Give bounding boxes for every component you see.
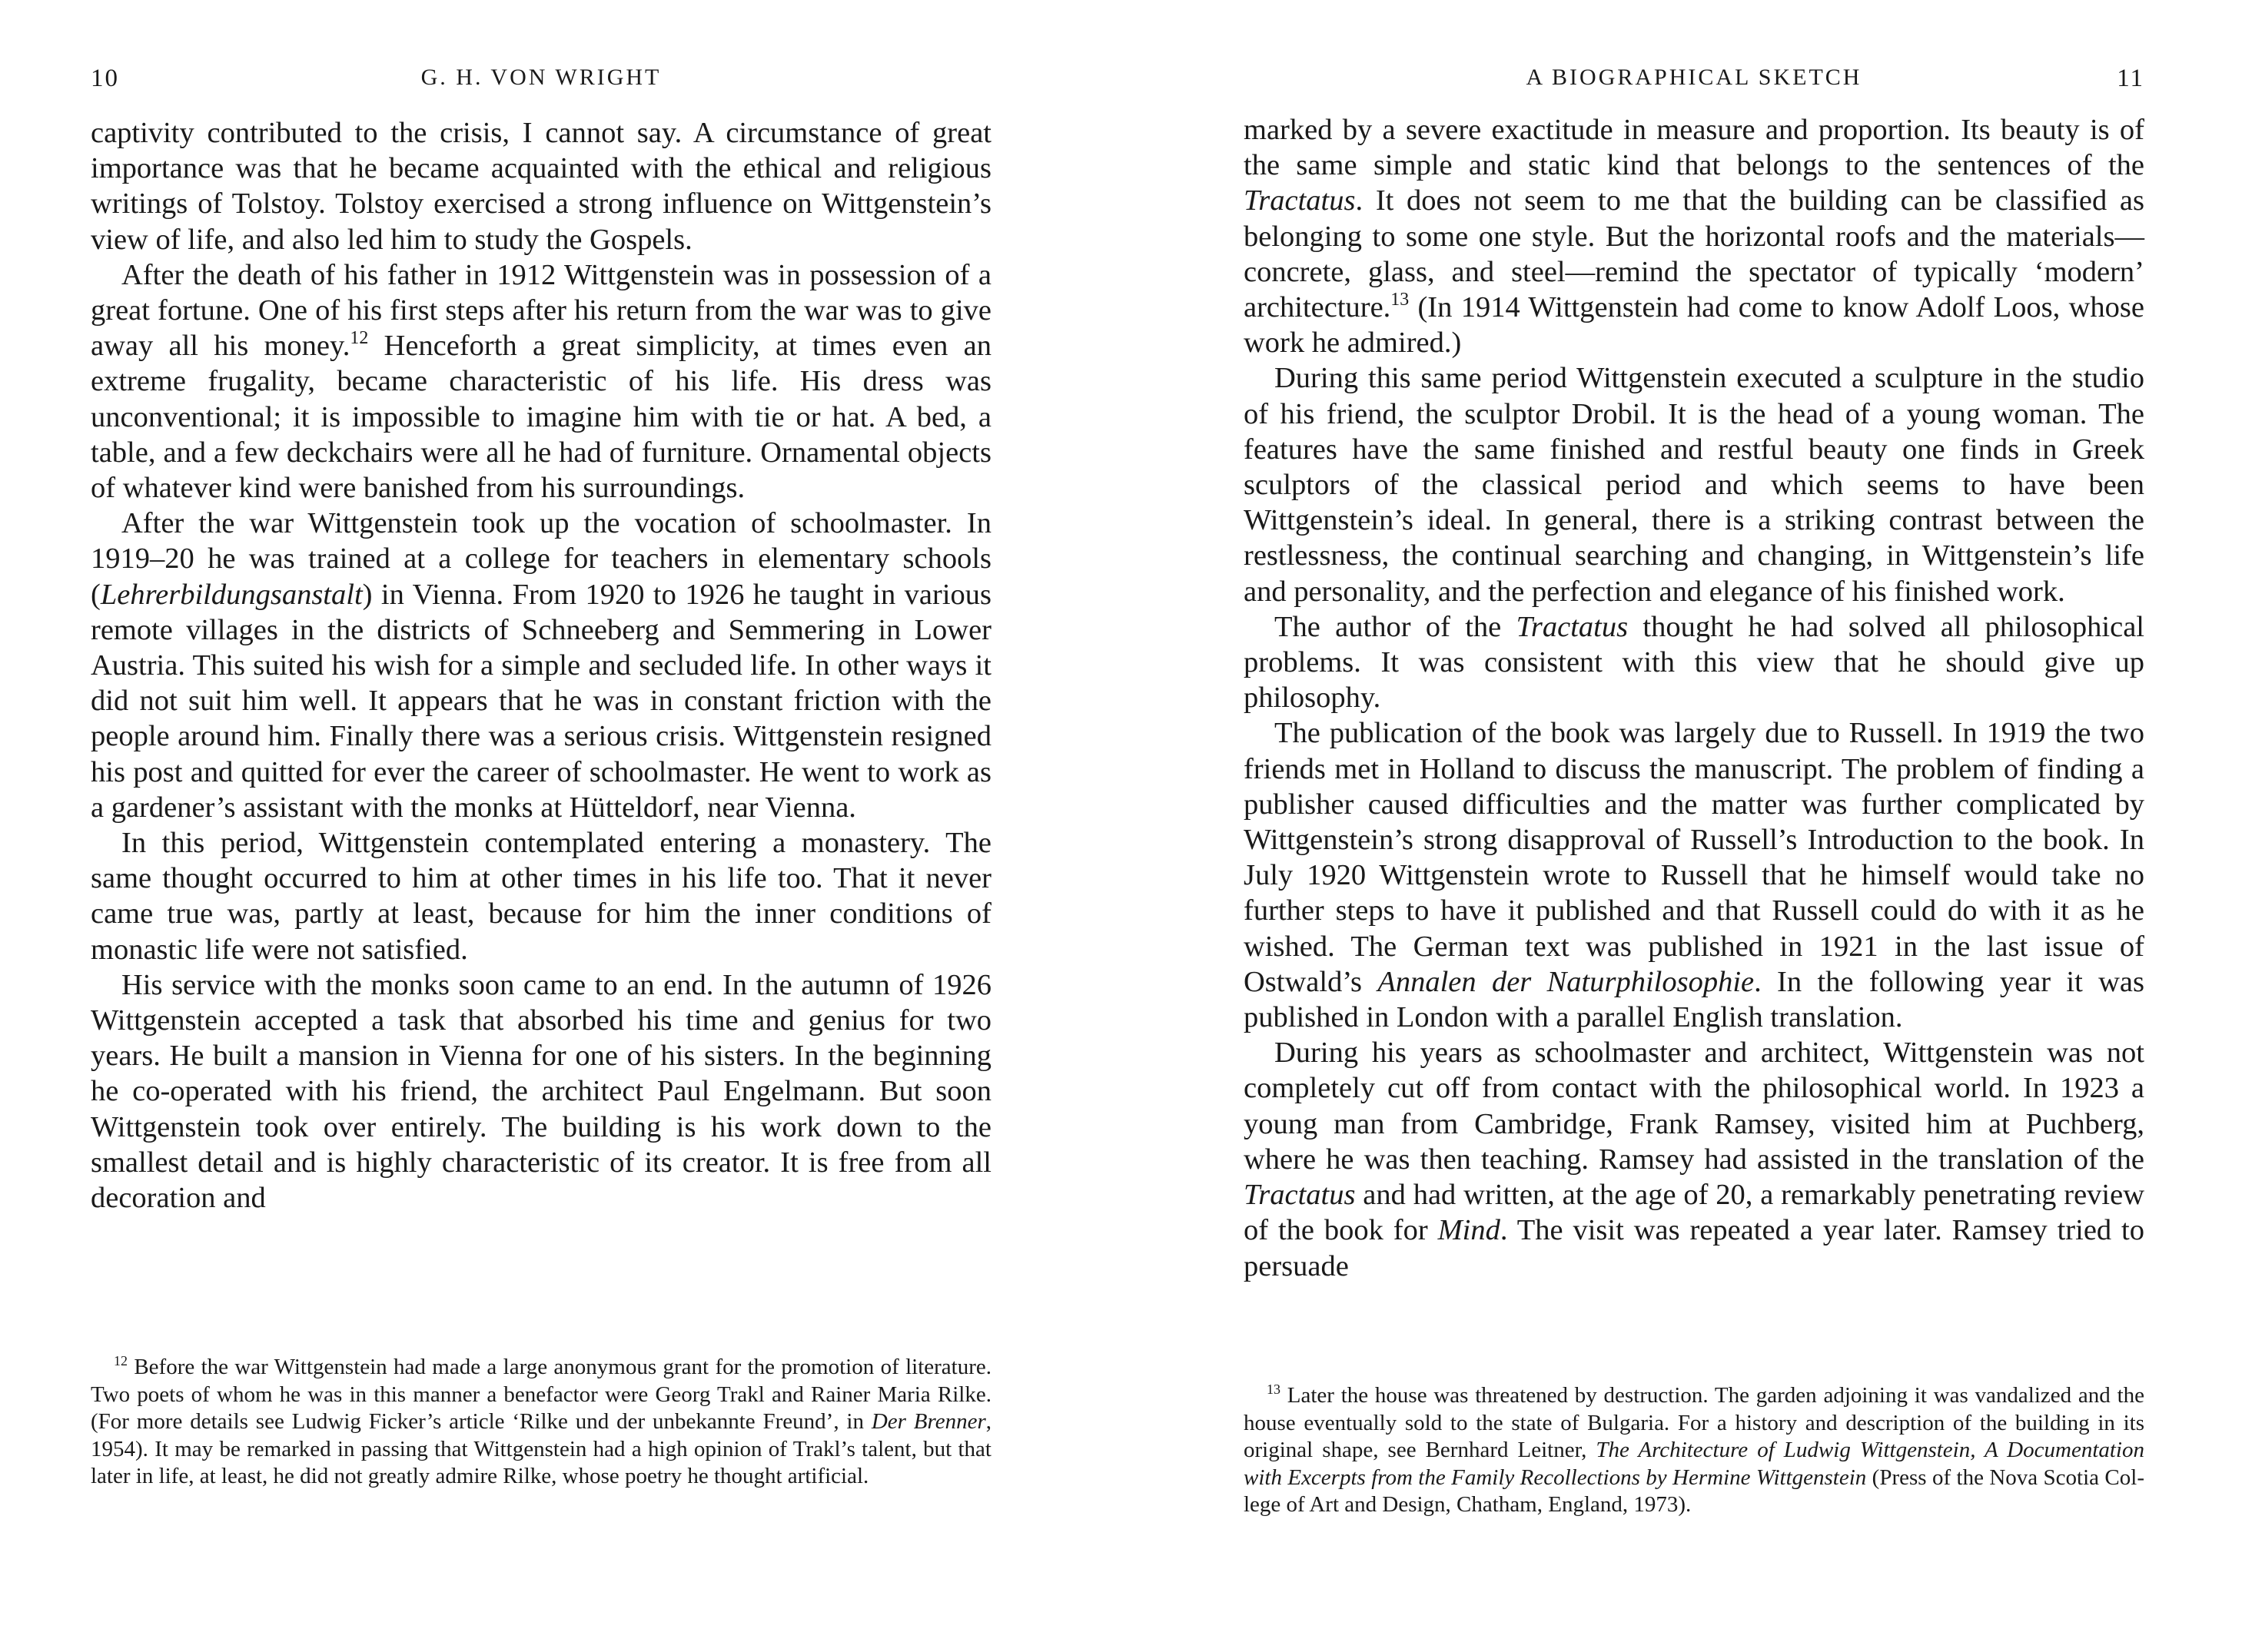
right-paragraph-3: The author of the Tractatus thought he had solved all philosophical problems. It was consistent with this view that he should give up philosophy. — [1244, 610, 2144, 715]
left-body-text — [91, 115, 991, 1216]
right-body-text — [1244, 112, 2144, 1284]
right-paragraph-2: During this same period Wittgenstein executed a sculpture in the studio of his friend, the sculptor Drobil. It is the head of a young woman. The features have the same finished and restful beauty one finds in Greek sculptors of the classical period and which seems to have been Wittgenstein’s ideal. In general, there is a striking contrast between the restlessness, the continual searching and changing, in Wittgenstein’s life and personality, and the perfection and elegance of his finished work. — [1244, 362, 2144, 608]
left-running-title: G. H. VON WRIGHT — [420, 65, 662, 90]
footnote-ref-13: 13 — [1390, 290, 1410, 310]
left-paragraph-4: In this period, Wittgenstein contemplated entering a monastery. The same thought occurred to him at other times in his life too. That it never came true was, partly at least, because for him the inner conditions of monastic life were not satisfied. — [91, 827, 991, 966]
left-paragraph-5: His service with the monks soon came to an end. In the autumn of 1926 Wittgenstein accepted a task that absorbed his time and genius for two years. He built a mansion in Vienna for one of his sisters. In the beginning he co-operated with his friend, the architect Paul Engelmann. But soon Wittgenstein took over entirely. The building is his work down to the smallest detail and is highly characteristic of its creator. It is free from all decoration and — [91, 968, 991, 1215]
right-paragraph-5: During his years as schoolmaster and architect, Wittgenstein was not completely cut off from contact with the philosophical world. In 1923 a young man from Cambridge, Frank Ramsey, visited him at Puchberg, where he was then teaching. Ramsey had assisted in the translation of the Tractatus and had written, at the age of 20, a remarkably penetrating review of the book for Mind. The visit was repeated a year later. Ramsey tried to persuade — [1244, 1037, 2144, 1282]
left-paragraph-1: captivity contributed to the crisis, I cannot say. A circumstance of great importance was that he became acquainted with the ethical and religious writings of Tolstoy. Tolstoy exercised a strong influence on Wittgenstein’s view of life, and also led him to study the Gospels. — [91, 117, 991, 256]
right-running-head — [1244, 65, 2144, 95]
right-paragraph-1: marked by a severe exactitude in measure and proportion. Its beauty is of the same simple and static kind that belongs to the sentences of the Tractatus. It does not seem to me that the building can be classified as belonging to some one style. But the horizontal roofs and the materials—concrete, glass, and steel—remind the spectator of typically ‘modern’ architecture.$^{13}$ (In 1914 Wittgenstein had come to know Adolf Loos, whose work he admired.) — [1244, 114, 2144, 360]
left-page-number: 10 — [91, 65, 119, 92]
left-paragraph-2: After the death of his father in 1912 Wittgenstein was in possession of a great fortune. One of his first steps after his return from the war was to give away all his money.$^{12}$ Henceforth a great simplicity, at times even an extreme frugality, became characteristic of his life. His dress was unconventional; it is impossible to imagine him with tie or hat. A bed, a table, and a few deckchairs were all he had of furniture. Ornamental objects of whatever kind were banished from his surroundings. — [91, 258, 991, 505]
footnote-12: $^{12}$ Before the war Wittgenstein had made a large anonymous grant for the promotion of literature. Two poets of whom he was in this manner a benefactor were Georg Trakl and Rainer Maria Rilke. (For more details see Ludwig Ficker’s article ‘Rilke und der unbekannte Freund’, in Der Brenner, 1954). It may be remarked in passing that Wittgenstein had a high opinion of Trakl’s talent, but that later in life, at least, he did not greatly admire Rilke, whose poetry he thought artificial. — [91, 1352, 991, 1488]
right-paragraph-4: The publication of the book was largely due to Russell. In 1919 the two friends met in Holland to discuss the manuscript. The problem of finding a publisher caused difficulties and the matter was further complicated by Wittgenstein’s strong disapproval of Russell’s Introduction to the book. In July 1920 Wittgenstein wrote to Russell that he himself would take no further steps to have it published and that Russell could do with it as he wished. The German text was published in 1921 in the last issue of Ostwald’s Annalen der Naturphilosophie. In the following year it was published in London with a parallel English translation. — [1244, 717, 2144, 1034]
right-running-title: A BIOGRAPHICAL SKETCH — [1526, 65, 1862, 90]
right-page-number: 11 — [2117, 65, 2144, 92]
footnote-13: $^{13}$ Later the house was threatened by destruction. The garden adjoining it was vandalized and the house eventually sold to the state of Bulgaria. For a history and description of the building in its original shape, see Bernhard Leitner, The Architecture of Ludwig Wittgenstein, A Documentation with Excerpts from the Family Recollections by Hermine Wittgenstein (Press of the Nova Scotia College of Art and Design, Chatham, England, 1973). — [1244, 1381, 2144, 1517]
left-paragraph-3: After the war Wittgenstein took up the vocation of schoolmaster. In 1919–20 he was trained at a college for teachers in elementary schools (Lehrerbildungsanstalt) in Vienna. From 1920 to 1926 he taught in various remote villages in the districts of Schneeberg and Semmering in Lower Austria. This suited his wish for a simple and secluded life. In other ways it did not suit him well. It appears that he was in constant friction with the people around him. Finally there was a serious crisis. Wittgenstein resigned his post and quitted for ever the career of schoolmaster. He went to work as a gardener’s assistant with the monks at Hütteldorf, near Vienna. — [91, 507, 991, 824]
footnote-ref-12: 12 — [350, 328, 369, 349]
footnote-number-12: 12 — [114, 1352, 128, 1368]
left-running-head — [91, 65, 991, 95]
footnote-number-13: 13 — [1267, 1381, 1280, 1397]
